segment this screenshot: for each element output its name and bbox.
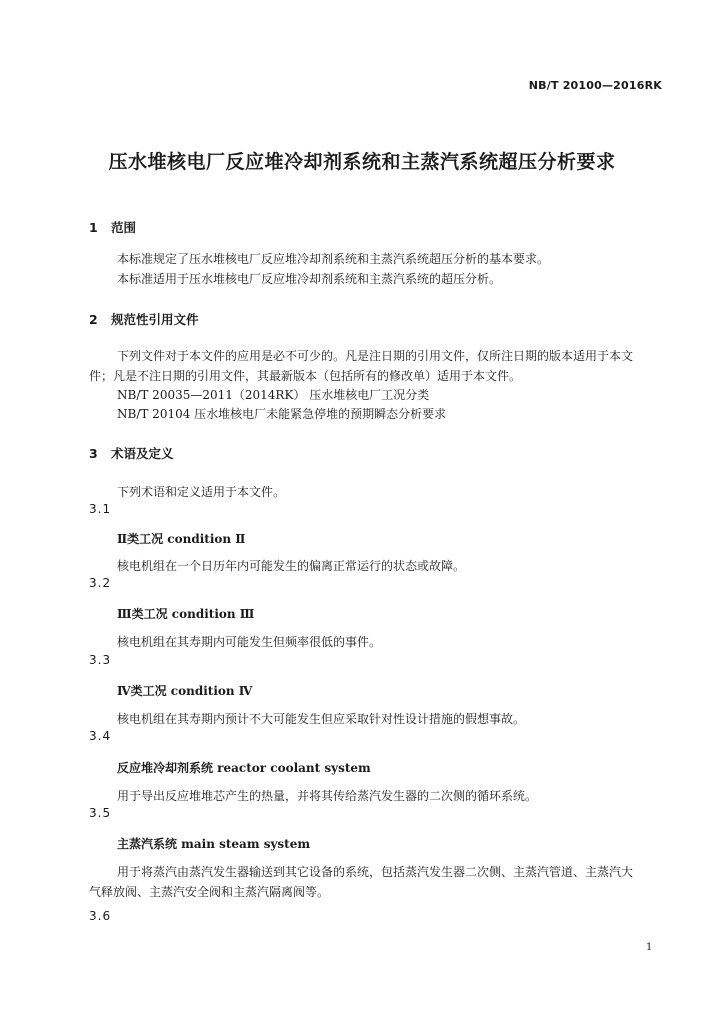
term-number: 3.2 <box>89 576 112 590</box>
term-title: Ⅲ类工况 condition Ⅲ <box>117 607 255 621</box>
term-number: 3.3 <box>89 653 112 667</box>
section-2-title: 规范性引用文件 <box>111 312 199 327</box>
term-title: Ⅱ类工况 condition Ⅱ <box>117 532 246 546</box>
section-1-title: 范围 <box>111 220 137 235</box>
term-number: 3.6 <box>89 909 112 923</box>
term-title: 主蒸汽系统 main steam system <box>117 837 311 851</box>
term-definition: 核电机组在其寿期内可能发生但频率很低的事件。 <box>117 635 382 649</box>
reference-item: NB/T 20035—2011（2014RK） 压水堆核电厂工况分类 <box>117 388 430 402</box>
term-definition-line-1: 用于将蒸汽由蒸汽发生器输送到其它设备的系统，包括蒸汽发生器二次侧、主蒸汽管道、主蒸汽大 <box>117 865 634 879</box>
term-title: Ⅳ类工况 condition Ⅳ <box>117 684 253 698</box>
section-3-intro: 下列术语和定义适用于本文件。 <box>117 485 286 499</box>
section-1-number: 1 <box>89 220 98 235</box>
section-1-paragraph-2: 本标准适用于压水堆核电厂反应堆冷却剂系统和主蒸汽系统的超压分析。 <box>117 272 502 286</box>
standard-code: NB/T 20100—2016RK <box>528 79 662 92</box>
section-3-number: 3 <box>89 446 98 461</box>
section-2-number: 2 <box>89 312 98 327</box>
term-number: 3.1 <box>89 502 112 516</box>
term-number: 3.4 <box>89 729 112 743</box>
section-1-paragraph-1: 本标准规定了压水堆核电厂反应堆冷却剂系统和主蒸汽系统超压分析的基本要求。 <box>117 252 550 266</box>
section-3-heading <box>89 444 174 462</box>
page-number: 1 <box>646 942 653 953</box>
document-title: 压水堆核电厂反应堆冷却剂系统和主蒸汽系统超压分析要求 <box>108 151 616 173</box>
section-2-intro-line-2: 件；凡是不注日期的引用文件，其最新版本（包括所有的修改单）适用于本文件。 <box>89 369 522 383</box>
section-2-intro-line-1: 下列文件对于本文件的应用是必不可少的。凡是注日期的引用文件，仅所注日期的版本适用于本文 <box>117 349 634 363</box>
term-definition-line-2: 气释放阀、主蒸汽安全阀和主蒸汽隔离阀等。 <box>89 885 330 899</box>
term-title: 反应堆冷却剂系统 reactor coolant system <box>117 761 371 775</box>
term-definition: 核电机组在其寿期内预计不大可能发生但应采取针对性设计措施的假想事故。 <box>117 712 526 726</box>
term-definition: 用于导出反应堆堆芯产生的热量，并将其传给蒸汽发生器的二次侧的循环系统。 <box>117 789 538 803</box>
section-2-heading <box>89 310 199 328</box>
section-1-heading <box>89 218 136 236</box>
reference-item: NB/T 20104 压水堆核电厂未能紧急停堆的预期瞬态分析要求 <box>117 407 447 421</box>
section-3-title: 术语及定义 <box>111 446 174 461</box>
term-definition: 核电机组在一个日历年内可能发生的偏离正常运行的状态或故障。 <box>117 559 466 573</box>
term-number: 3.5 <box>89 806 112 820</box>
